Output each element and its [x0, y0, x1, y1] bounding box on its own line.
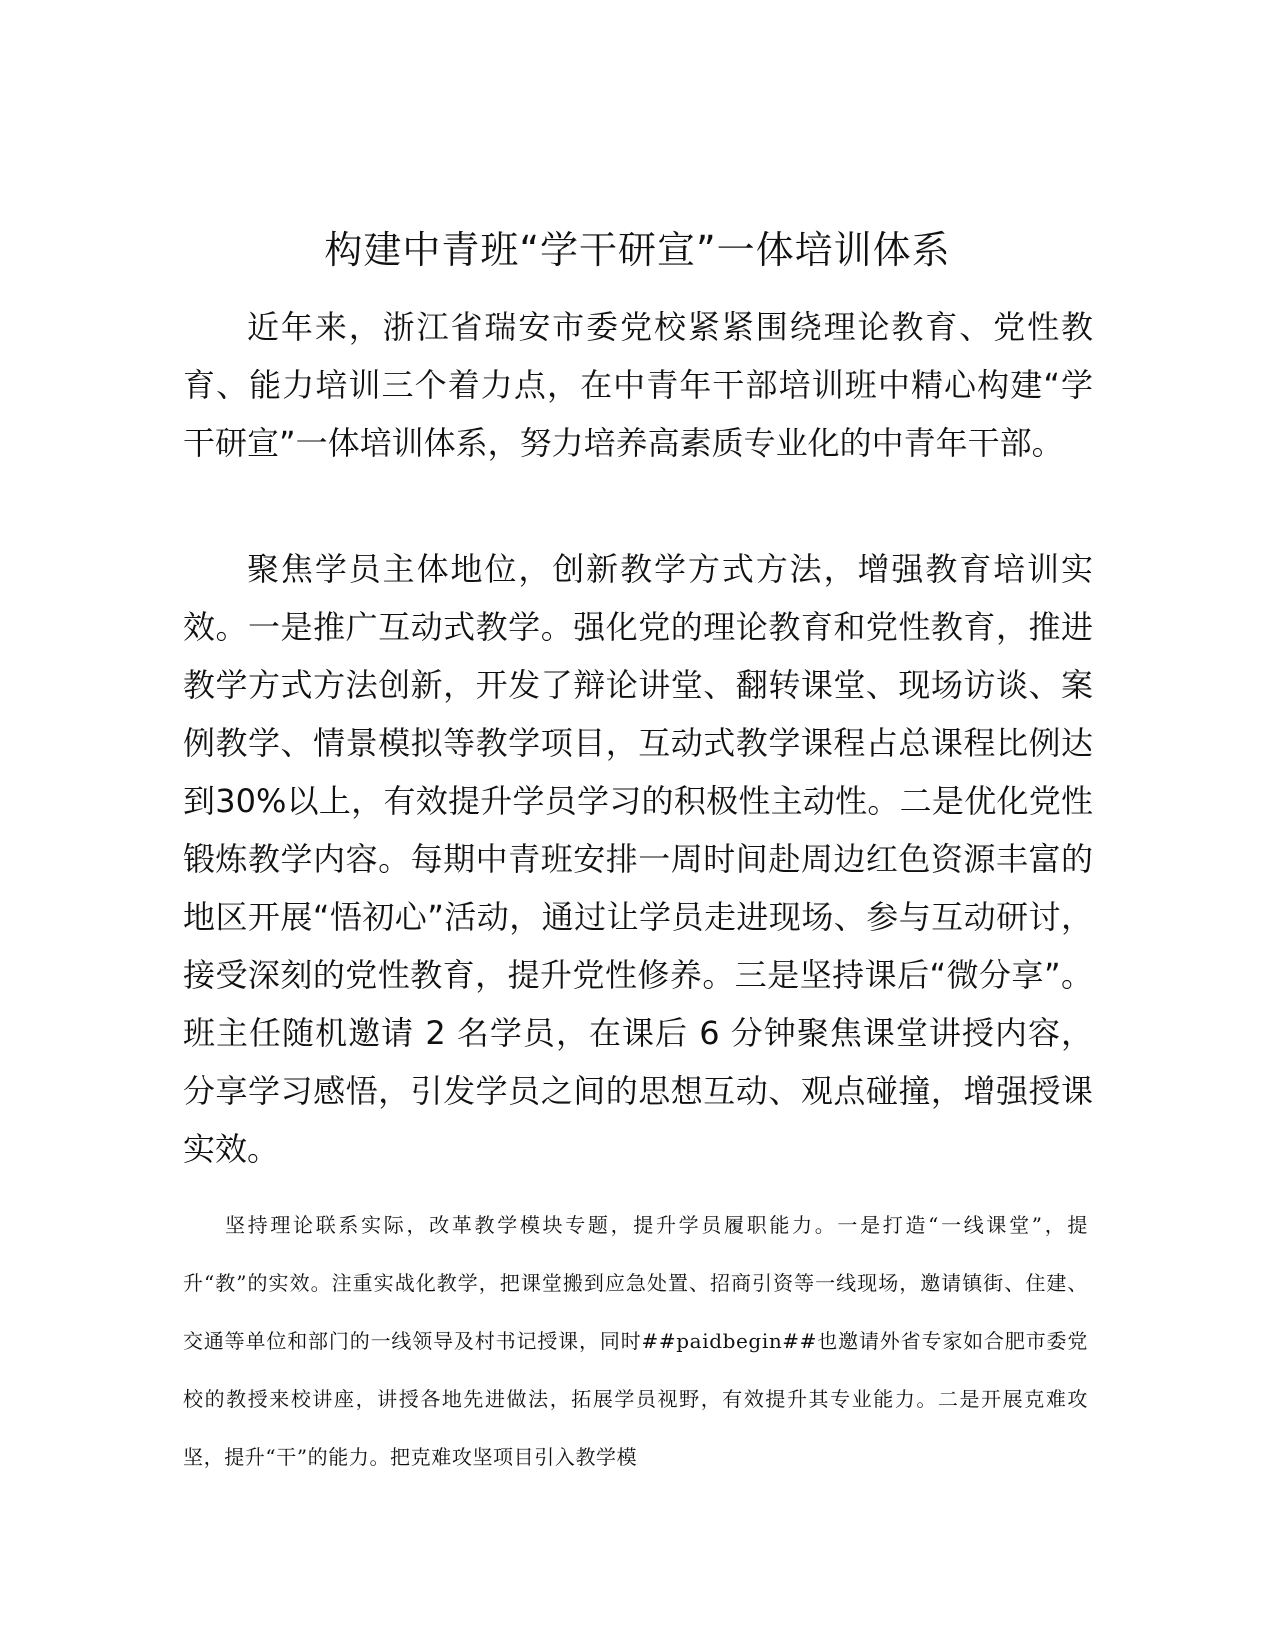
- paragraph-intro: 近年来，浙江省瑞安市委党校紧紧围绕理论教育、党性教育、能力培训三个着力点，在中青年干部培训班中精心构建“学干研宣”一体培训体系，努力培养高素质专业化的中青年干部。: [183, 308, 1093, 462]
- document-title: 构建中青班“学干研宣”一体培训体系: [324, 228, 951, 272]
- paragraph-teaching-methods: 聚焦学员主体地位，创新教学方式方法，增强教育培训实效。一是推广互动式教学。强化党的理论教育和党性教育，推进教学方式方法创新，开发了辩论讲堂、翻转课堂、现场访谈、案例教学、情景模拟等教学项目，互动式教学课程占总课程比例达到30%以上，有效提升学员学习的积极性主动性。二是优化党性锻炼教学内容。每期中青班安排一周时间赴周边红色资源丰富的地区开展“悟初心”活动，通过让学员走进现场、参与互动研讨，接受深刻的党性教育，提升党性修养。三是坚持课后“微分享”。班主任随机邀请 2 名学员，在课后 6 分钟聚焦课堂讲授内容，分享学习感悟，引发学员之间的思想互动、观点碰撞，增强授课实效。: [183, 550, 1093, 1168]
- paragraph-theory-practice: 坚持理论联系实际，改革教学模块专题，提升学员履职能力。一是打造“一线课堂”，提升“教”的实效。注重实战化教学，把课堂搬到应急处置、招商引资等一线现场，邀请镇街、住建、交通等单位和部门的一线领导及村书记授课，同时##paidbegin##也邀请外省专家如合肥市委党校的教授来校讲座，讲授各地先进做法，拓展学员视野，有效提升其专业能力。二是开展克难攻坚，提升“干”的能力。把克难攻坚项目引入教学模: [183, 1213, 1088, 1469]
